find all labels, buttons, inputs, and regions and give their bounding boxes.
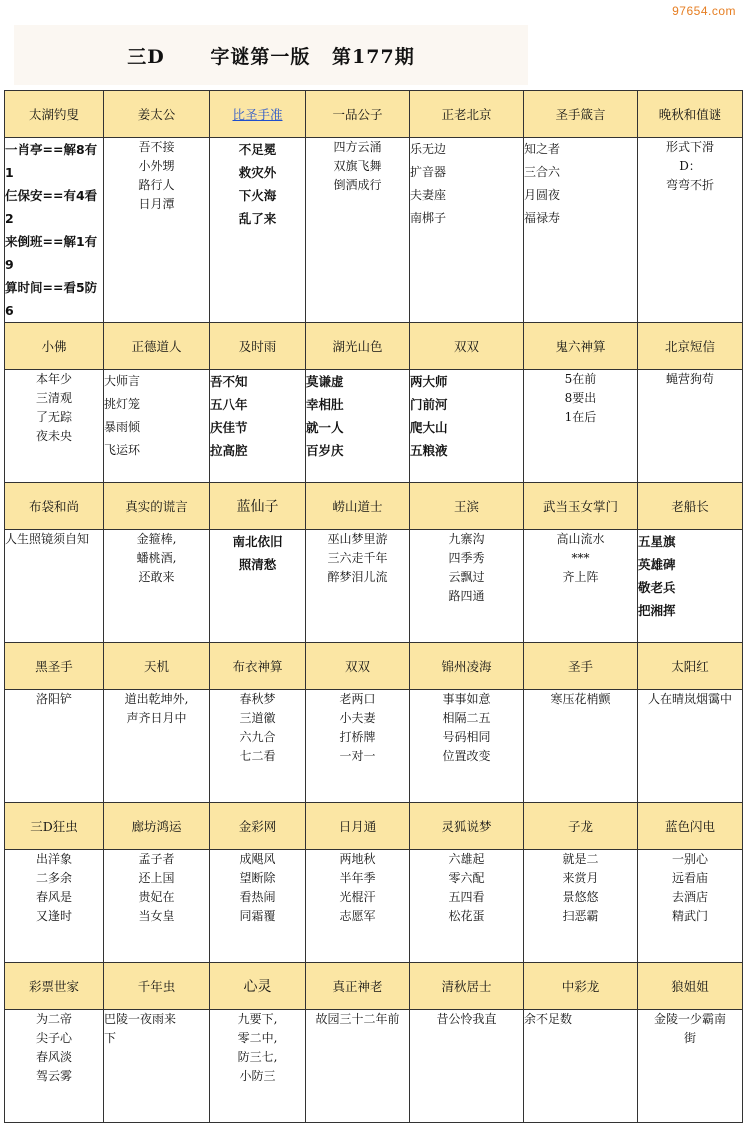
riddle-line: 相隔二五 <box>442 711 491 725</box>
riddle-line: 形式下滑 <box>665 140 714 154</box>
riddle-line: D： <box>679 159 701 173</box>
content-row <box>5 530 743 643</box>
author-label: 正老北京 <box>441 107 492 122</box>
author-label: 圣手 <box>567 659 593 674</box>
riddle-line: 一肖亭==解8有1 <box>5 142 98 180</box>
riddle-line: 齐上阵 <box>562 570 599 584</box>
riddle-line: 二多余 <box>35 871 72 885</box>
riddle-line: 来赏月 <box>562 871 599 885</box>
author-label: 王滨 <box>453 499 479 514</box>
author-name <box>306 963 410 1010</box>
riddle-line: 月圆夜 <box>524 188 561 202</box>
author-name <box>524 643 638 690</box>
riddle-line: 云飘过 <box>448 570 485 584</box>
author-name <box>104 803 210 850</box>
riddle-line: 五星旗 <box>638 534 676 549</box>
riddle-line: 三清观 <box>35 391 72 405</box>
riddle-line: 挑灯笼 <box>104 397 141 411</box>
header-row <box>5 963 743 1010</box>
author-name <box>210 643 306 690</box>
author-name <box>410 963 524 1010</box>
author-name <box>210 323 306 370</box>
riddle-line: 六九合 <box>239 730 276 744</box>
author-label: 廊坊鸿运 <box>131 819 182 834</box>
riddle-line: 九要下, <box>237 1012 278 1026</box>
author-name[interactable] <box>210 91 306 138</box>
author-label: 圣手箴言 <box>555 107 606 122</box>
riddle-line: 幸相肚 <box>306 397 344 412</box>
author-label: 姜太公 <box>137 107 176 122</box>
riddle-line: 夜未央 <box>35 429 72 443</box>
riddle-line: 防三七, <box>237 1050 278 1064</box>
riddle-line: 一对一 <box>339 749 376 763</box>
riddle-cell <box>524 530 638 643</box>
riddle-cell <box>638 138 743 323</box>
author-label: 金彩网 <box>238 819 277 834</box>
riddle-line: 春秋梦 <box>239 692 276 706</box>
riddle-line: 就一人 <box>306 420 344 435</box>
riddle-cell <box>410 138 524 323</box>
page-title <box>14 25 528 85</box>
riddle-line: 两大师 <box>410 374 448 389</box>
riddle-cell <box>5 138 104 323</box>
author-label: 千年虫 <box>137 979 176 994</box>
riddle-line: 松花蛋 <box>448 909 485 923</box>
riddle-cell <box>210 1010 306 1123</box>
riddle-line: 志愿军 <box>339 909 376 923</box>
riddle-line: 仨保安==有4看2 <box>5 188 98 226</box>
riddle-line: 贵妃在 <box>138 890 175 904</box>
riddle-cell <box>524 138 638 323</box>
riddle-line: 三道徽 <box>239 711 276 725</box>
riddle-cell <box>410 1010 524 1123</box>
riddle-cell <box>5 850 104 963</box>
riddle-line: 蟠桃酒, <box>136 551 177 565</box>
author-name <box>104 643 210 690</box>
riddle-cell <box>210 850 306 963</box>
riddle-line: 门前河 <box>410 397 448 412</box>
riddle-line: 当女皇 <box>138 909 175 923</box>
riddle-line: 成飓风 <box>239 852 276 866</box>
author-label: 一品公子 <box>332 107 383 122</box>
riddle-line: 景悠悠 <box>562 890 599 904</box>
author-name <box>210 803 306 850</box>
riddle-line: 路行人 <box>138 178 175 192</box>
author-label: 彩票世家 <box>28 979 79 994</box>
riddle-line: 醉梦泪儿流 <box>327 570 388 584</box>
riddle-line: 扩音器 <box>410 165 447 179</box>
author-label: 鬼六神算 <box>555 339 606 354</box>
riddle-cell <box>638 530 743 643</box>
riddle-line: 南北依旧 <box>232 534 283 549</box>
author-label: 天机 <box>143 659 169 674</box>
author-name <box>638 803 743 850</box>
author-label: 及时雨 <box>238 339 277 354</box>
riddle-line: 看热闹 <box>239 890 276 904</box>
riddle-cell <box>306 138 410 323</box>
author-label: 布衣神算 <box>232 659 283 674</box>
riddle-cell <box>524 690 638 803</box>
riddle-line: 暴雨倾 <box>104 420 141 434</box>
author-label: 小佛 <box>41 339 67 354</box>
riddle-line: 为二帝 <box>35 1012 72 1026</box>
riddle-line: 金陵一少霸南 <box>653 1012 726 1026</box>
author-label: 晚秋和值谜 <box>658 107 722 122</box>
author-label: 清秋居士 <box>441 979 492 994</box>
riddle-line: 位置改变 <box>442 749 491 763</box>
author-name <box>638 643 743 690</box>
riddle-cell <box>410 690 524 803</box>
riddle-cell <box>638 370 743 483</box>
header-row <box>5 643 743 690</box>
riddle-line: 昔公怜我直 <box>436 1012 497 1026</box>
riddle-line: 乱了来 <box>238 211 277 226</box>
watermark: 97654.com <box>672 4 736 18</box>
riddle-line: 莫谦虚 <box>306 374 344 389</box>
header-row <box>5 483 743 530</box>
author-label: 正德道人 <box>131 339 182 354</box>
riddle-line: 光棍汗 <box>339 890 376 904</box>
riddle-line: 老两口 <box>339 692 376 706</box>
content-row <box>5 1010 743 1123</box>
riddle-cell <box>638 1010 743 1123</box>
author-label: 心灵 <box>243 979 272 995</box>
riddle-line: 小外甥 <box>138 159 175 173</box>
riddle-line: 四方云涌 <box>333 140 382 154</box>
riddle-line: 了无踪 <box>35 410 72 424</box>
author-name <box>638 483 743 530</box>
author-label: 布袋和尚 <box>28 499 79 514</box>
riddle-cell <box>306 530 410 643</box>
riddle-line: 路四通 <box>448 589 485 603</box>
riddle-line: 人在晴岚烟霭中 <box>647 692 732 706</box>
riddle-cell <box>104 138 210 323</box>
author-name <box>524 323 638 370</box>
riddle-line: 五粮液 <box>410 443 448 458</box>
riddle-line: 道出乾坤外, <box>124 692 189 706</box>
riddle-line: 出洋象 <box>35 852 72 866</box>
riddle-line: 精武门 <box>671 909 708 923</box>
riddle-cell <box>638 850 743 963</box>
riddle-line: 去酒店 <box>671 890 708 904</box>
author-label: 太阳红 <box>671 659 709 674</box>
author-link[interactable]: 比圣手准 <box>232 107 283 122</box>
author-label: 真实的谎言 <box>125 499 188 514</box>
riddle-line: 九寨沟 <box>448 532 485 546</box>
author-name <box>638 963 743 1010</box>
content-row <box>5 850 743 963</box>
author-label: 锦州凌海 <box>441 659 492 674</box>
riddle-line: 打桥牌 <box>339 730 376 744</box>
riddle-cell <box>306 370 410 483</box>
riddle-cell <box>104 530 210 643</box>
riddle-line: 尖子心 <box>35 1031 72 1045</box>
riddle-line: 一别心 <box>671 852 708 866</box>
riddle-line: 吾不知 <box>210 374 248 389</box>
riddle-line: 三六走千年 <box>327 551 388 565</box>
author-name <box>524 483 638 530</box>
author-label: 真正神老 <box>332 979 383 994</box>
author-label: 双双 <box>453 339 479 354</box>
riddle-line: 下火海 <box>238 188 277 203</box>
author-label: 蓝色闪电 <box>664 819 715 834</box>
author-name <box>524 803 638 850</box>
riddle-cell <box>306 850 410 963</box>
header-row <box>5 91 743 138</box>
riddle-line: 来倒班==解1有9 <box>5 234 98 272</box>
riddle-line: 弯弯不折 <box>665 178 714 192</box>
author-name <box>524 963 638 1010</box>
author-name <box>410 323 524 370</box>
content-row <box>5 370 743 483</box>
riddle-line: 街 <box>683 1031 696 1045</box>
author-name <box>5 91 104 138</box>
riddle-line: 小防三 <box>239 1069 276 1083</box>
riddle-line: 照清愁 <box>238 557 277 572</box>
riddle-line: 三合六 <box>524 165 561 179</box>
author-name <box>524 91 638 138</box>
riddle-cell <box>5 690 104 803</box>
riddle-line: 远看庙 <box>671 871 708 885</box>
riddle-cell <box>524 370 638 483</box>
riddle-cell <box>104 1010 210 1123</box>
riddle-line: 日月潭 <box>138 197 175 211</box>
riddle-line: 人生照镜须自知 <box>5 532 90 546</box>
author-label: 老船长 <box>671 499 709 514</box>
riddle-line: 拉高腔 <box>210 443 248 458</box>
riddle-cell <box>104 690 210 803</box>
riddle-line: 小夫妻 <box>339 711 376 725</box>
author-name <box>306 803 410 850</box>
riddle-cell <box>638 690 743 803</box>
content-row <box>5 138 743 323</box>
riddle-cell <box>410 530 524 643</box>
riddle-line: 余不足数 <box>524 1012 573 1026</box>
author-name <box>638 323 743 370</box>
riddle-line: *** <box>571 551 590 565</box>
riddle-cell <box>306 1010 410 1123</box>
riddle-line: 望断除 <box>239 871 276 885</box>
author-name <box>410 91 524 138</box>
riddle-cell <box>5 1010 104 1123</box>
riddle-line: 不足冕 <box>238 142 277 157</box>
riddle-line: 下 <box>104 1031 117 1045</box>
title-prefix: 三D <box>127 45 165 68</box>
riddle-line: 五四看 <box>448 890 485 904</box>
riddle-line: 还敢来 <box>138 570 175 584</box>
riddle-cell <box>5 530 104 643</box>
riddle-line: 同霜覆 <box>239 909 276 923</box>
riddle-line: 声齐日月中 <box>126 711 187 725</box>
riddle-line: 夫妻座 <box>410 188 447 202</box>
riddle-cell <box>210 370 306 483</box>
content-row <box>5 690 743 803</box>
title-issue: 第177期 <box>332 45 415 68</box>
header-row <box>5 803 743 850</box>
author-name <box>5 803 104 850</box>
author-label: 日月通 <box>338 819 377 834</box>
riddle-line: 孟子者 <box>138 852 175 866</box>
riddle-cell <box>210 690 306 803</box>
riddle-line: 高山流水 <box>556 532 605 546</box>
riddle-cell <box>210 138 306 323</box>
riddle-line: 寒压花梢颤 <box>550 692 611 706</box>
author-label: 黑圣手 <box>35 659 73 674</box>
author-name <box>306 323 410 370</box>
riddle-line: 金箍棒, <box>136 532 177 546</box>
riddle-line: 春风是 <box>35 890 72 904</box>
riddle-line: 就是二 <box>562 852 599 866</box>
riddle-cell <box>410 850 524 963</box>
author-label: 蓝仙子 <box>236 499 279 515</box>
riddle-line: 飞运环 <box>104 443 141 457</box>
author-name <box>410 803 524 850</box>
author-name <box>104 483 210 530</box>
author-label: 太湖钓叟 <box>28 107 79 122</box>
author-label: 双双 <box>344 659 370 674</box>
riddle-line: 1在后 <box>564 410 597 424</box>
riddle-cell <box>104 370 210 483</box>
riddle-line: 敬老兵 <box>638 580 676 595</box>
riddle-cell <box>104 850 210 963</box>
riddle-cell <box>524 850 638 963</box>
author-name <box>410 643 524 690</box>
author-name <box>210 483 306 530</box>
author-label: 三D狂虫 <box>30 819 78 834</box>
riddle-line: 本年少 <box>35 372 72 386</box>
header-row <box>5 323 743 370</box>
author-name <box>5 483 104 530</box>
riddle-line: 蝇营狗苟 <box>665 372 714 386</box>
riddle-line: 零二中, <box>237 1031 278 1045</box>
author-name <box>5 643 104 690</box>
riddle-line: 爬大山 <box>410 420 448 435</box>
riddle-line: 巴陵一夜雨来 <box>104 1012 177 1026</box>
riddle-line: 知之者 <box>524 142 561 156</box>
riddle-cell <box>410 370 524 483</box>
riddle-line: 8要出 <box>564 391 597 405</box>
author-label: 灵狐说梦 <box>441 819 492 834</box>
riddle-line: 巫山梦里游 <box>327 532 388 546</box>
riddle-line: 百岁庆 <box>306 443 344 458</box>
author-name <box>306 483 410 530</box>
author-name <box>104 323 210 370</box>
riddle-line: 驾云雾 <box>35 1069 72 1083</box>
riddle-cell <box>5 370 104 483</box>
author-label: 中彩龙 <box>561 979 600 994</box>
riddle-cell <box>210 530 306 643</box>
author-label: 北京短信 <box>664 339 715 354</box>
riddle-line: 六雄起 <box>448 852 485 866</box>
riddle-line: 5在前 <box>564 372 597 386</box>
author-name <box>104 91 210 138</box>
author-label: 狼姐姐 <box>671 979 709 994</box>
riddle-line: 庆佳节 <box>210 420 248 435</box>
author-name <box>410 483 524 530</box>
riddle-line: 春风淡 <box>35 1050 72 1064</box>
author-name <box>306 91 410 138</box>
author-label: 武当玉女掌门 <box>542 499 618 514</box>
author-name <box>5 323 104 370</box>
author-name <box>638 91 743 138</box>
riddle-line: 英雄碑 <box>638 557 676 572</box>
author-name <box>306 643 410 690</box>
riddle-line: 七二看 <box>239 749 276 763</box>
title-main: 字谜第一版 <box>210 45 311 68</box>
riddle-cell <box>524 1010 638 1123</box>
riddle-line: 两地秋 <box>339 852 376 866</box>
riddle-line: 把湘挥 <box>638 603 676 618</box>
riddle-line: 号码相同 <box>442 730 491 744</box>
riddle-line: 福禄寿 <box>524 211 561 225</box>
riddle-line: 五八年 <box>210 397 248 412</box>
author-label: 崂山道士 <box>332 499 383 514</box>
author-name <box>5 963 104 1010</box>
riddle-line: 大师言 <box>104 374 141 388</box>
author-name <box>104 963 210 1010</box>
riddle-line: 吾不接 <box>138 140 175 154</box>
riddle-line: 洛阳铲 <box>35 692 72 706</box>
riddle-line: 算时间==看5防6 <box>5 280 98 318</box>
riddle-line: 半年季 <box>339 871 376 885</box>
riddle-line: 乐无边 <box>410 142 447 156</box>
riddle-line: 南梆子 <box>410 211 447 225</box>
riddle-line: 救灾外 <box>238 165 277 180</box>
author-label: 子龙 <box>567 819 593 834</box>
riddle-line: 还上国 <box>138 871 175 885</box>
riddle-line: 零六配 <box>448 871 485 885</box>
riddle-line: 事事如意 <box>442 692 491 706</box>
riddle-line: 扫恶霸 <box>562 909 599 923</box>
riddle-line: 又逢时 <box>35 909 72 923</box>
author-name <box>210 963 306 1010</box>
riddle-line: 倒洒成行 <box>333 178 382 192</box>
riddle-cell <box>306 690 410 803</box>
riddle-line: 双旗飞舞 <box>333 159 382 173</box>
author-label: 湖光山色 <box>332 339 383 354</box>
riddle-line: 故园三十二年前 <box>315 1012 400 1026</box>
riddle-table <box>4 90 743 1123</box>
riddle-line: 四季秀 <box>448 551 485 565</box>
